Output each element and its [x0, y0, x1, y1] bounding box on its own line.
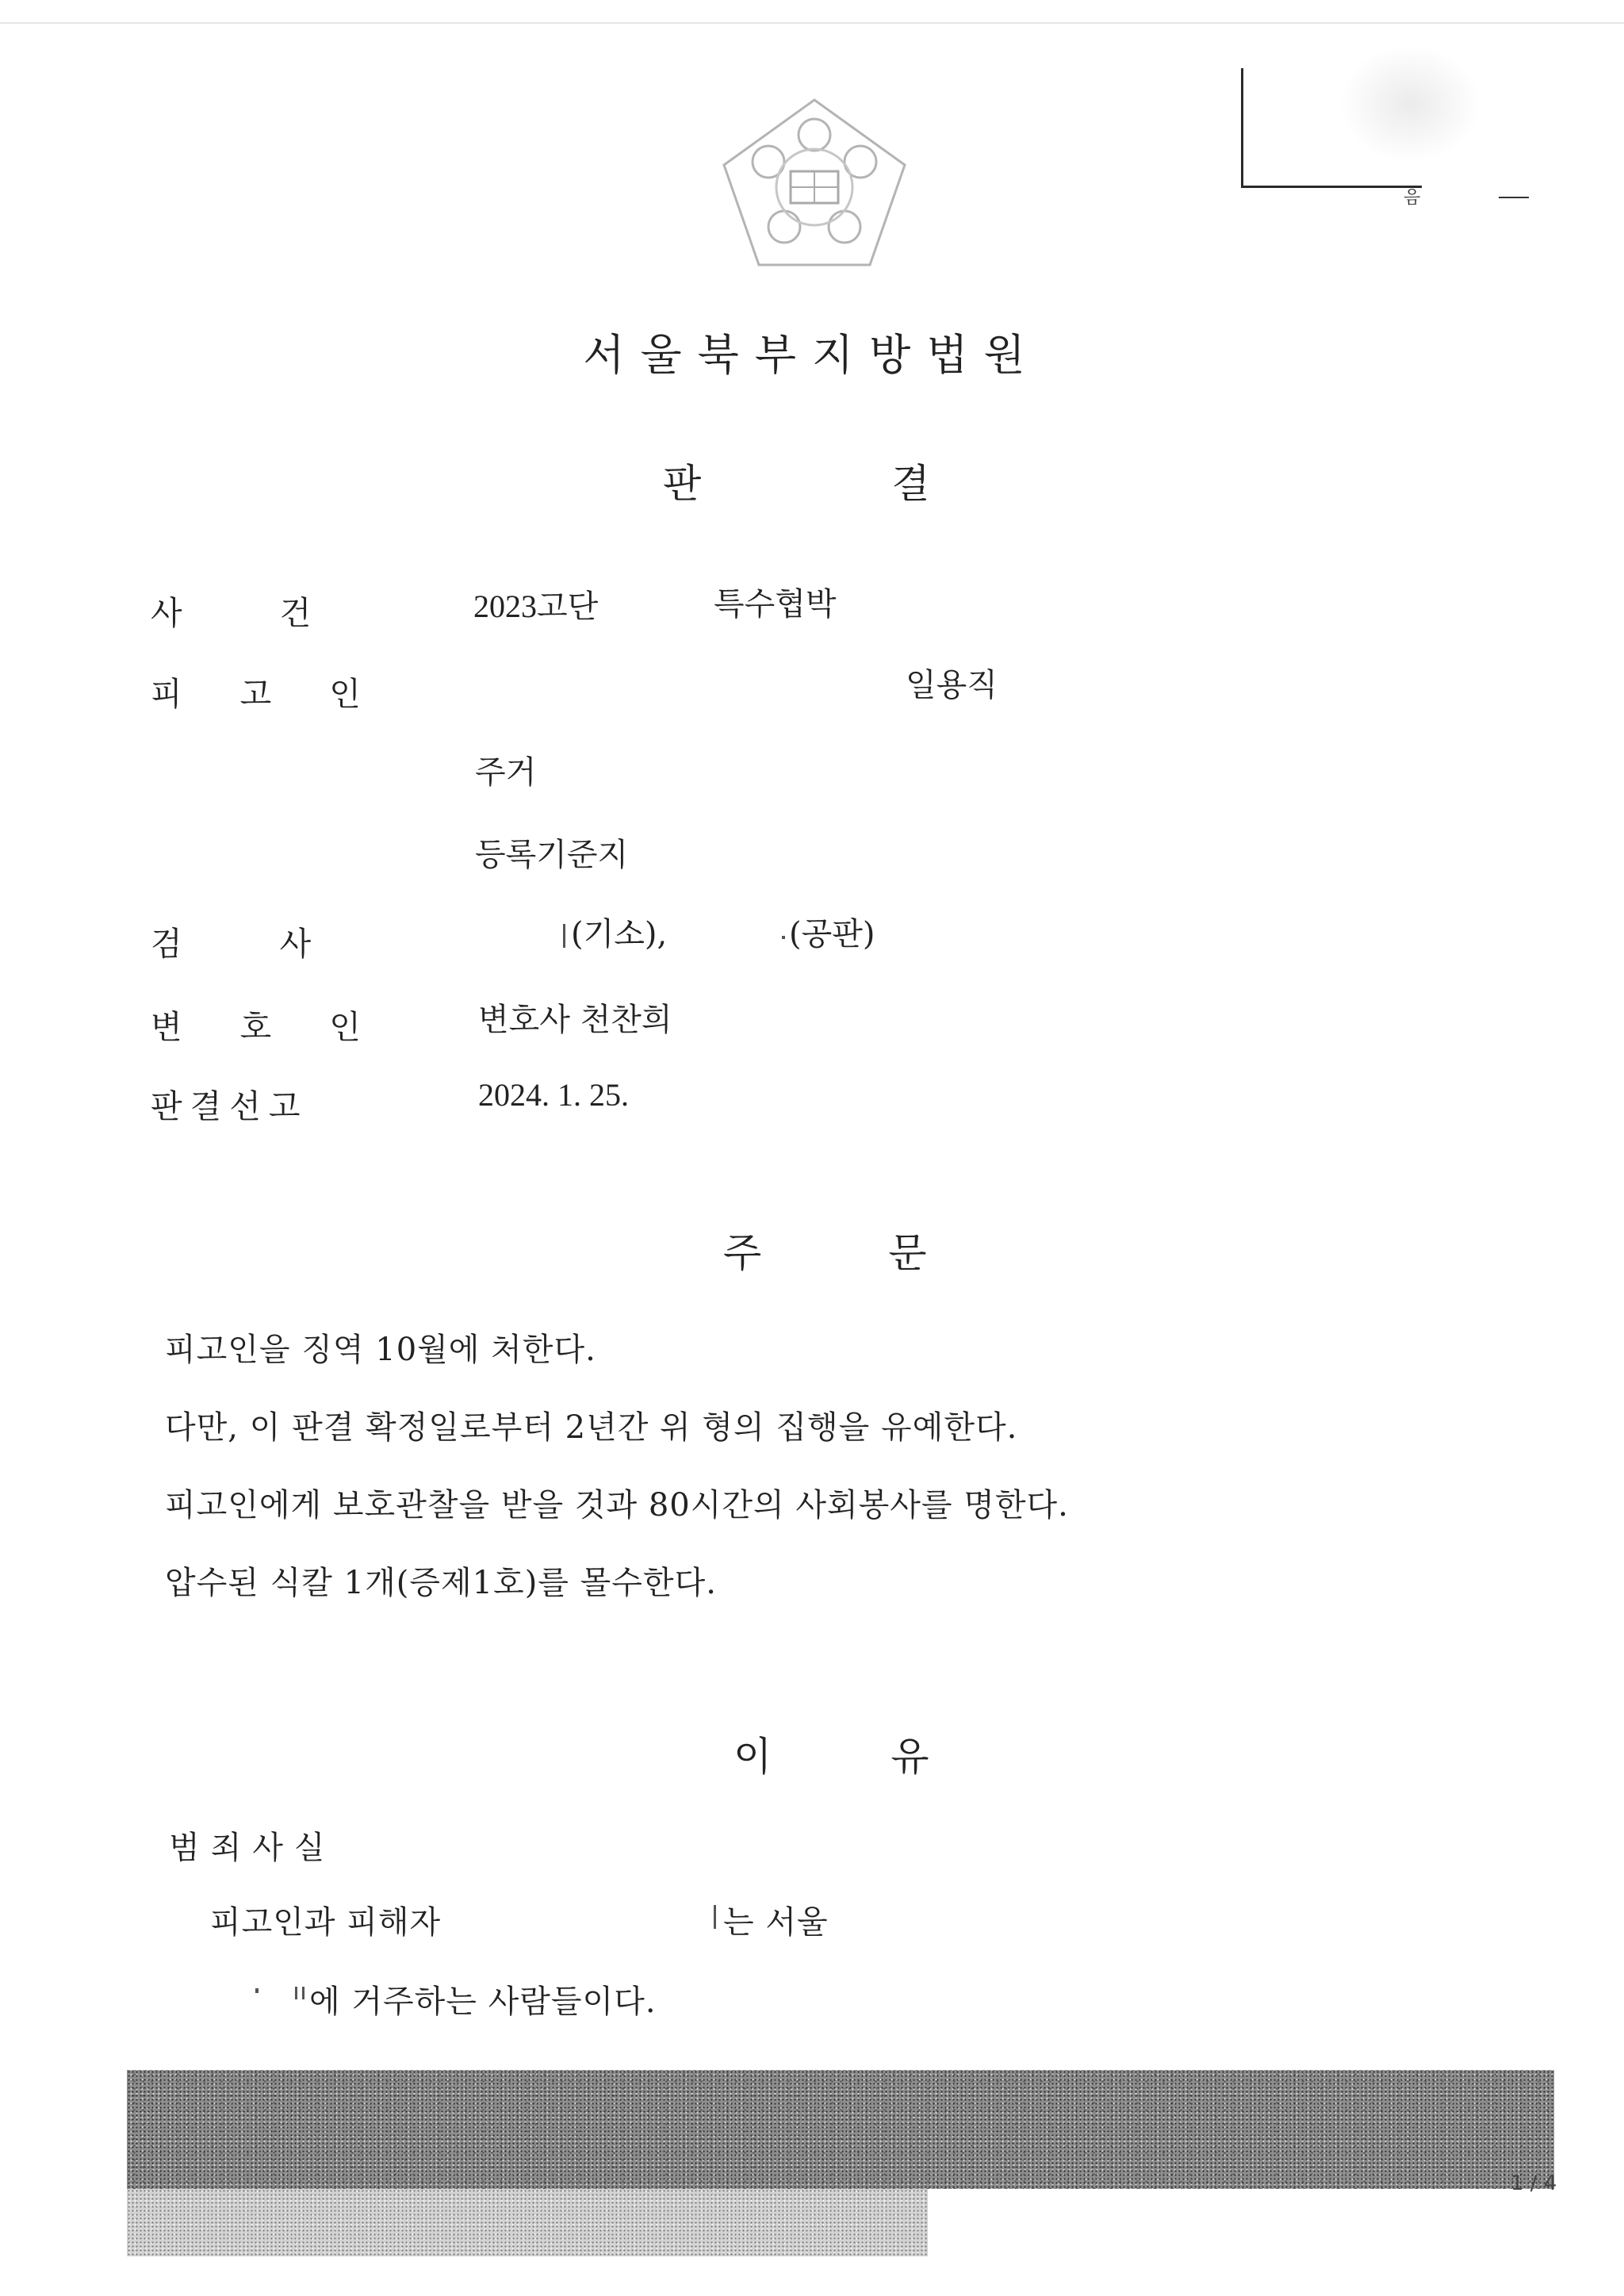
- stamp-scribble: [1339, 44, 1481, 163]
- stamp-dash: [1499, 197, 1529, 198]
- redacted-area-lower: [127, 2189, 928, 2256]
- redaction-mark: [302, 1987, 304, 1999]
- facts-line-1-end: 는 서울: [723, 1904, 829, 1941]
- registration-label: 등록기준지: [475, 837, 629, 873]
- facts-line-2: 에 거주하는 사람들이다.: [309, 1984, 657, 2020]
- reasons-title-text: 이유: [733, 1734, 1048, 1780]
- order-title-text: 주문: [723, 1230, 1054, 1276]
- redaction-mark: [563, 924, 565, 948]
- facts-line-1-start: 피고인과 피해자: [210, 1904, 442, 1941]
- doc-type-title: [663, 452, 1120, 509]
- redaction-mark: [714, 1905, 716, 1929]
- counsel-label: 변 호 인: [151, 1008, 385, 1046]
- prosecutor-role-1: (기소),: [571, 916, 668, 953]
- court-name: 서울북부지방법원: [583, 330, 1041, 380]
- redaction-mark: [255, 1988, 259, 1993]
- counsel-value: 변호사 천찬희: [478, 1002, 672, 1038]
- order-line-2: 다만, 이 판결 확정일로부터 2년간 위 형의 집행을 유예한다.: [165, 1409, 1018, 1446]
- order-line-4: 압수된 식칼 1개(증제1호)를 몰수한다.: [165, 1565, 717, 1601]
- redaction-mark: [782, 936, 785, 939]
- doc-type-text: 판결: [663, 461, 1120, 507]
- page-number: 1 / 4: [1511, 2171, 1557, 2195]
- verdict-date-label: 판결선고: [151, 1087, 308, 1125]
- redaction-mark: [295, 1987, 297, 1999]
- stamp-label: 음: [1404, 188, 1421, 208]
- occupation: 일용직: [906, 667, 998, 703]
- prosecutor-label: 검 사: [151, 925, 355, 963]
- case-name: 특수협박: [714, 586, 837, 623]
- order-line-1: 피고인을 징역 10월에 처한다.: [165, 1332, 596, 1368]
- verdict-date: 2024. 1. 25.: [478, 1077, 629, 1113]
- prosecutor-role-2: (공판): [789, 916, 875, 953]
- redacted-area: [127, 2070, 1554, 2189]
- top-scan-line: [0, 22, 1624, 24]
- order-line-3: 피고인에게 보호관찰을 받을 것과 80시간의 사회봉사를 명한다.: [165, 1487, 1069, 1524]
- residence-label: 주거: [475, 754, 537, 791]
- order-title: [723, 1221, 1054, 1278]
- reasons-title: [733, 1725, 1048, 1782]
- facts-heading: 범죄사실: [169, 1830, 336, 1866]
- case-label: 사 건: [151, 594, 355, 632]
- defendant-label: 피 고 인: [151, 675, 385, 713]
- court-emblem-icon: [718, 94, 912, 272]
- receipt-stamp-box: [1241, 68, 1422, 188]
- case-number: 2023고단: [473, 588, 599, 624]
